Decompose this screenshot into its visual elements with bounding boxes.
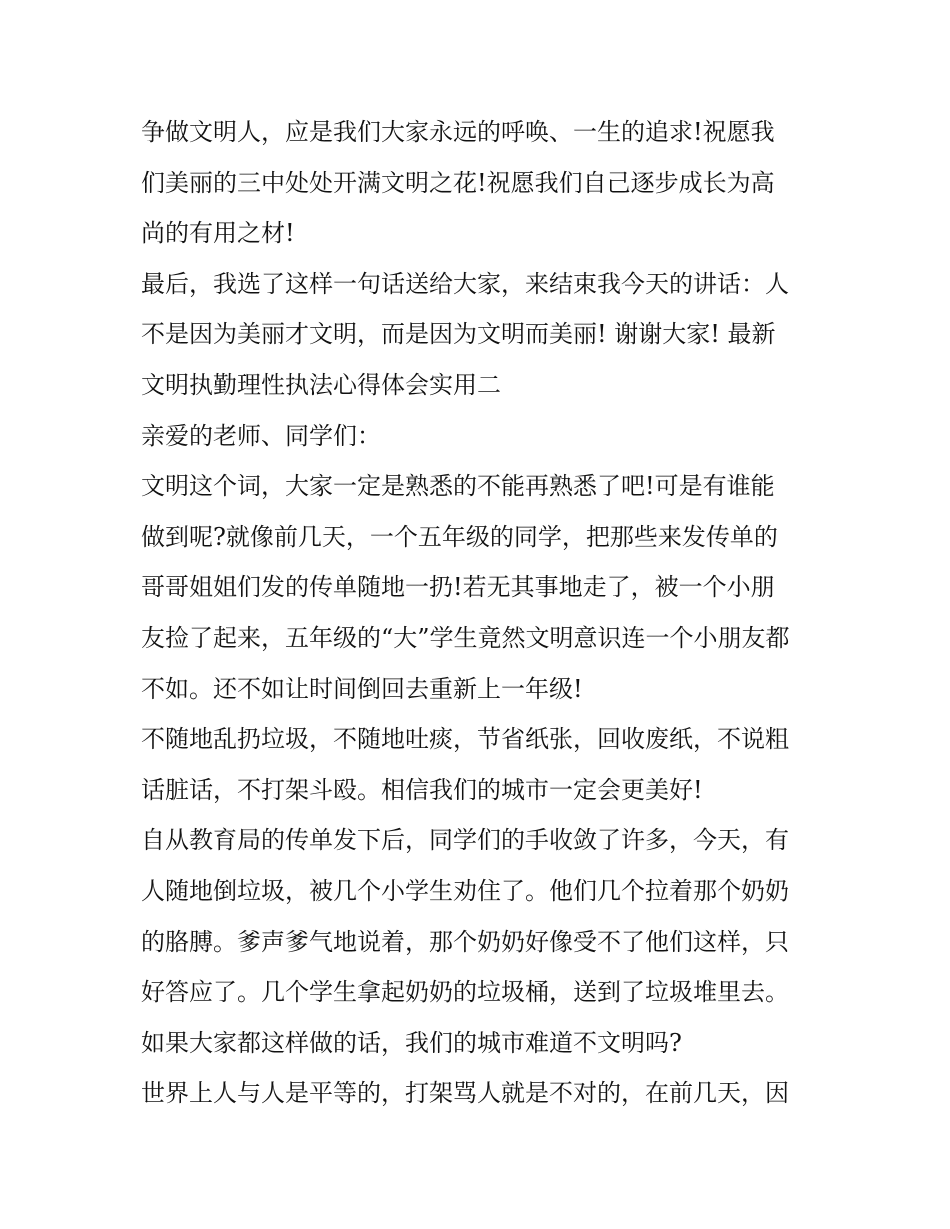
text-line: 做到呢?就像前几天，一个五年级的同学，把那些来发传单的	[141, 522, 778, 551]
text-line: 们美丽的三中处处开满文明之花!祝愿我们自己逐步成长为高	[141, 168, 775, 197]
text-line: 文明执勤理性执法心得体会实用二	[141, 370, 501, 399]
text-line: 好答应了。几个学生拿起奶奶的垃圾桶，送到了垃圾堆里去。	[141, 978, 789, 1007]
text-line: 不如。还不如让时间倒回去重新上一年级!	[141, 674, 583, 703]
text-line: 人随地倒垃圾，被几个小学生劝住了。他们几个拉着那个奶奶	[141, 876, 789, 905]
document-body	[141, 107, 821, 1119]
text-line: 文明这个词，大家一定是熟悉的不能再熟悉了吧!可是有谁能	[141, 472, 775, 501]
text-line: 争做文明人，应是我们大家永远的呼唤、一生的追求!祝愿我	[141, 118, 775, 146]
text-line: 话脏话，不打架斗殴。相信我们的城市一定会更美好!	[141, 775, 703, 804]
text-line: 不随地乱扔垃圾，不随地吐痰，节省纸张，回收废纸，不说粗	[141, 725, 789, 754]
text-line: 如果大家都这样做的话，我们的城市难道不文明吗?	[141, 1028, 682, 1057]
text-line: 哥哥姐姐们发的传单随地一扔!若无其事地走了，被一个小朋	[141, 573, 775, 602]
text-line: 亲爱的老师、同学们：	[141, 421, 381, 450]
text-line: 最后，我选了这样一句话送给大家，来结束我今天的讲话：人	[141, 269, 789, 298]
text-line: 世界上人与人是平等的，打架骂人就是不对的，在前几天，因	[141, 1079, 789, 1108]
text-line: 自从教育局的传单发下后，同学们的手收敛了许多，今天，有	[141, 826, 789, 855]
text-line: 尚的有用之材!	[141, 219, 295, 248]
text-line: 友捡了起来，五年级的“大”学生竟然文明意识连一个小朋友都	[141, 623, 790, 652]
text-line: 的胳膊。爹声爹气地说着，那个奶奶好像受不了他们这样，只	[141, 927, 789, 956]
text-line: 不是因为美丽才文明，而是因为文明而美丽! 谢谢大家! 最新	[141, 320, 776, 349]
